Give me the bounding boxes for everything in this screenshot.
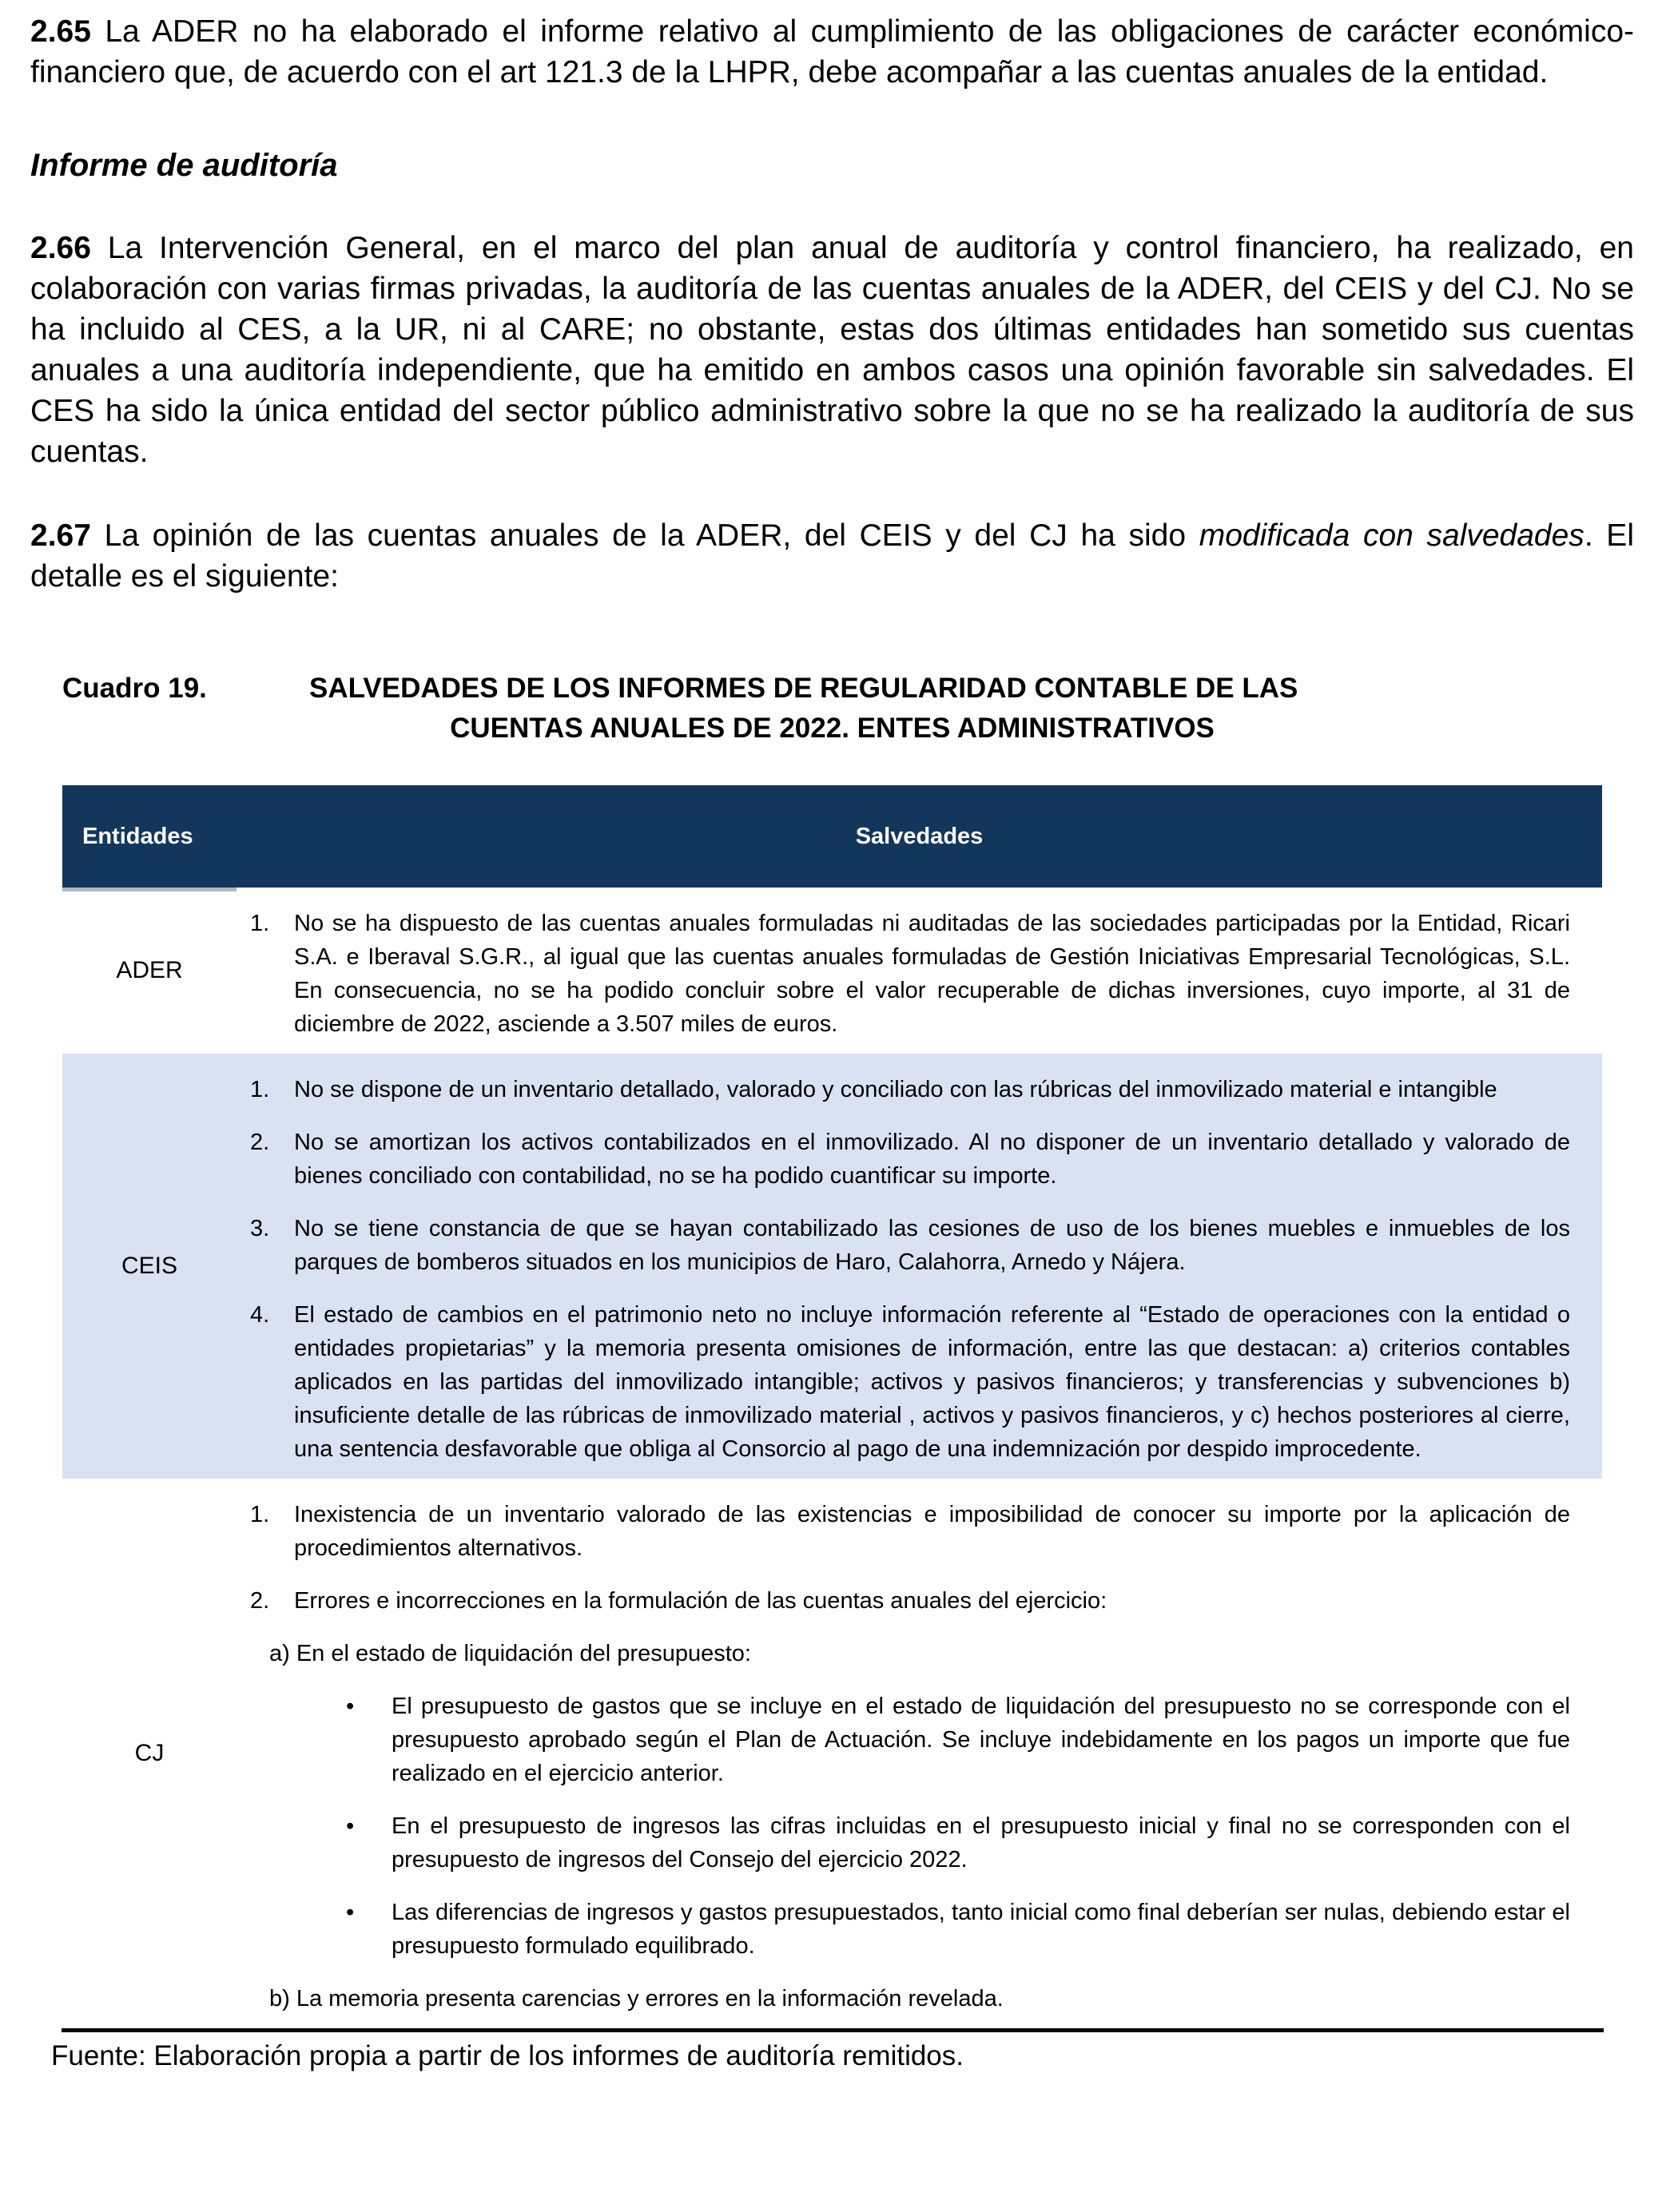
salvedad-text: Las diferencias de ingresos y gastos presupuestados, tanto inicial como final deberían ser nulas, debiendo estar el presupuesto formulado equilibrado. — [392, 1900, 1570, 1959]
paragraph-2-67 — [30, 515, 1634, 597]
salvedad-item — [237, 1637, 1570, 1670]
table-row — [62, 1479, 1602, 2028]
salvedad-text: No se ha dispuesto de las cuentas anuales formuladas ni auditadas de las sociedades participadas por la Entidad, Ricari S.A. e Iberaval S.G.R., al igual que las cuentas anuales formuladas de Gestión Iniciativas Empresarial Tecnológicas, S.L. En consecuencia, no se ha podido concluir sobre el valor recuperable de dichas inversiones, cuyo importe, al 31 de diciembre de 2022, asciende a 3.507 miles de euros. — [294, 911, 1570, 1037]
salvedades-cell — [237, 1054, 1602, 1479]
salvedad-item — [237, 1896, 1570, 1963]
entity-label: ADER — [116, 957, 183, 983]
paragraph-text-italic: modificada con salvedades — [1199, 518, 1584, 553]
salvedad-text: El presupuesto de gastos que se incluye en el estado de liquidación del presupuesto no se corresponde con el presupuesto aprobado según el Plan de Actuación. Se incluye indebidamente en los pagos un importe que fue realizado en el ejercicio anterior. — [392, 1694, 1570, 1786]
bullet-marker: • — [346, 1813, 355, 1839]
bullet-marker: • — [346, 1694, 355, 1719]
item-number: 1. — [250, 1077, 270, 1102]
paragraph-number: 2.66 — [30, 231, 91, 265]
salvedad-item — [237, 1212, 1570, 1279]
salvedad-item — [237, 1126, 1570, 1193]
salvedad-item — [237, 1690, 1570, 1790]
table-caption-label: Cuadro 19. — [62, 673, 207, 704]
paragraph-text: . El detalle es el siguiente: — [30, 518, 1634, 594]
salvedad-text: No se amortizan los activos contabilizados en el inmovilizado. Al no disponer de un inventario detallado y valorado de bienes conciliado con contabilidad, no se ha podido cuantificar su importe. — [294, 1130, 1570, 1189]
salvedad-item — [237, 1584, 1570, 1618]
table-caption-title-line1: SALVEDADES DE LOS INFORMES DE REGULARIDAD CONTABLE DE LAS — [309, 673, 1298, 704]
salvedad-text: No se dispone de un inventario detallado, valorado y conciliado con las rúbricas del inmovilizado material e intangible — [294, 1077, 1497, 1102]
entity-label: CJ — [134, 1740, 165, 1766]
table-header-row — [62, 785, 1602, 888]
item-number: 1. — [250, 911, 270, 936]
table-row — [62, 888, 1602, 1054]
salvedad-text: b) La memoria presenta carencias y errores en la información revelada. — [269, 1986, 1004, 2011]
salvedad-text: No se tiene constancia de que se hayan contabilizado las cesiones de uso de los bienes muebles e inmuebles de los parques de bomberos situados en los municipios de Haro, Calahorra, Arnedo y Nájera. — [294, 1216, 1570, 1275]
table-header-entidades: Entidades — [62, 785, 237, 888]
item-number: 4. — [250, 1302, 270, 1328]
entity-label: CEIS — [121, 1253, 178, 1279]
salvedad-text: El estado de cambios en el patrimonio neto no incluye información referente al “Estado de operaciones con la entidad o entidades propietarias” y la memoria presenta omisiones de información, entre las que destacan: a) criterios contables aplicados en las partidas del inmovilizado intangible; activos y pasivos financieros; y transferencias y subvenciones b) insuficiente detalle de las rúbricas de inmovilizado material , activos y pasivos financieros, y c) hechos posteriores al cierre, una sentencia desfavorable que obliga al Consorcio al pago de una indemnización por despido improcedente. — [294, 1302, 1570, 1462]
item-number: 2. — [250, 1130, 270, 1155]
table-caption-title-line2: CUENTAS ANUALES DE 2022. ENTES ADMINISTRATIVOS — [450, 713, 1215, 744]
salvedad-item — [237, 1498, 1570, 1565]
paragraph-number: 2.65 — [30, 14, 91, 49]
paragraph-text: La ADER no ha elaborado el informe relativo al cumplimiento de las obligaciones de carácter económico-financiero que, de acuerdo con el art 121.3 de la LHPR, debe acompañar a las cuentas anuales de la entidad. — [30, 14, 1634, 89]
item-number: 3. — [250, 1216, 270, 1241]
bullet-marker: • — [346, 1900, 355, 1925]
item-number: 2. — [250, 1588, 270, 1614]
salvedad-item — [237, 1982, 1570, 2015]
paragraph-text: La opinión de las cuentas anuales de la ADER, del CEIS y del CJ ha sido — [90, 518, 1199, 553]
table-header-salvedades: Salvedades — [855, 824, 984, 849]
table-row — [62, 1054, 1602, 1479]
salvedades-cell — [237, 1479, 1602, 2028]
salvedad-text: En el presupuesto de ingresos las cifras incluidas en el presupuesto inicial y final no se corresponden con el presupuesto de ingresos del Consejo del ejercicio 2022. — [392, 1813, 1570, 1872]
source-note: Fuente: Elaboración propia a partir de los informes de auditoría remitidos. — [51, 2040, 964, 2071]
salvedad-item — [237, 1809, 1570, 1876]
salvedad-text: Errores e incorrecciones en la formulación de las cuentas anuales del ejercicio: — [294, 1588, 1107, 1614]
section-heading-informe-de-auditoria: Informe de auditoría — [30, 148, 338, 183]
item-number: 1. — [250, 1502, 270, 1527]
salvedad-item — [237, 1298, 1570, 1466]
salvedades-cell — [237, 888, 1602, 1054]
paragraph-number: 2.67 — [30, 518, 91, 553]
salvedad-text: a) En el estado de liquidación del presupuesto: — [269, 1641, 751, 1666]
paragraph-2-66 — [30, 228, 1634, 472]
paragraph-text: La Intervención General, en el marco del plan anual de auditoría y control financiero, ha realizado, en colaboración con varias firmas privadas, la auditoría de las cuentas anuales de la ADER, del CEIS y del CJ. No se ha incluido al CES, a la UR, ni al CARE; no obstante, estas dos últimas entidades han sometido sus cuentas anuales a una auditoría independiente, que ha emitido en ambos casos una opinión favorable sin salvedades. El CES ha sido la única entidad del sector público administrativo sobre la que no se ha realizado la auditoría de sus cuentas. — [30, 231, 1634, 469]
salvedades-table — [62, 785, 1602, 2028]
salvedad-item — [237, 1073, 1570, 1106]
salvedad-text: Inexistencia de un inventario valorado de las existencias e imposibilidad de conocer su importe por la aplicación de procedimientos alternativos. — [294, 1502, 1570, 1561]
paragraph-2-65 — [30, 11, 1634, 93]
salvedad-item — [237, 907, 1570, 1041]
table-caption — [30, 669, 1634, 749]
footnote-divider — [62, 2028, 1604, 2032]
